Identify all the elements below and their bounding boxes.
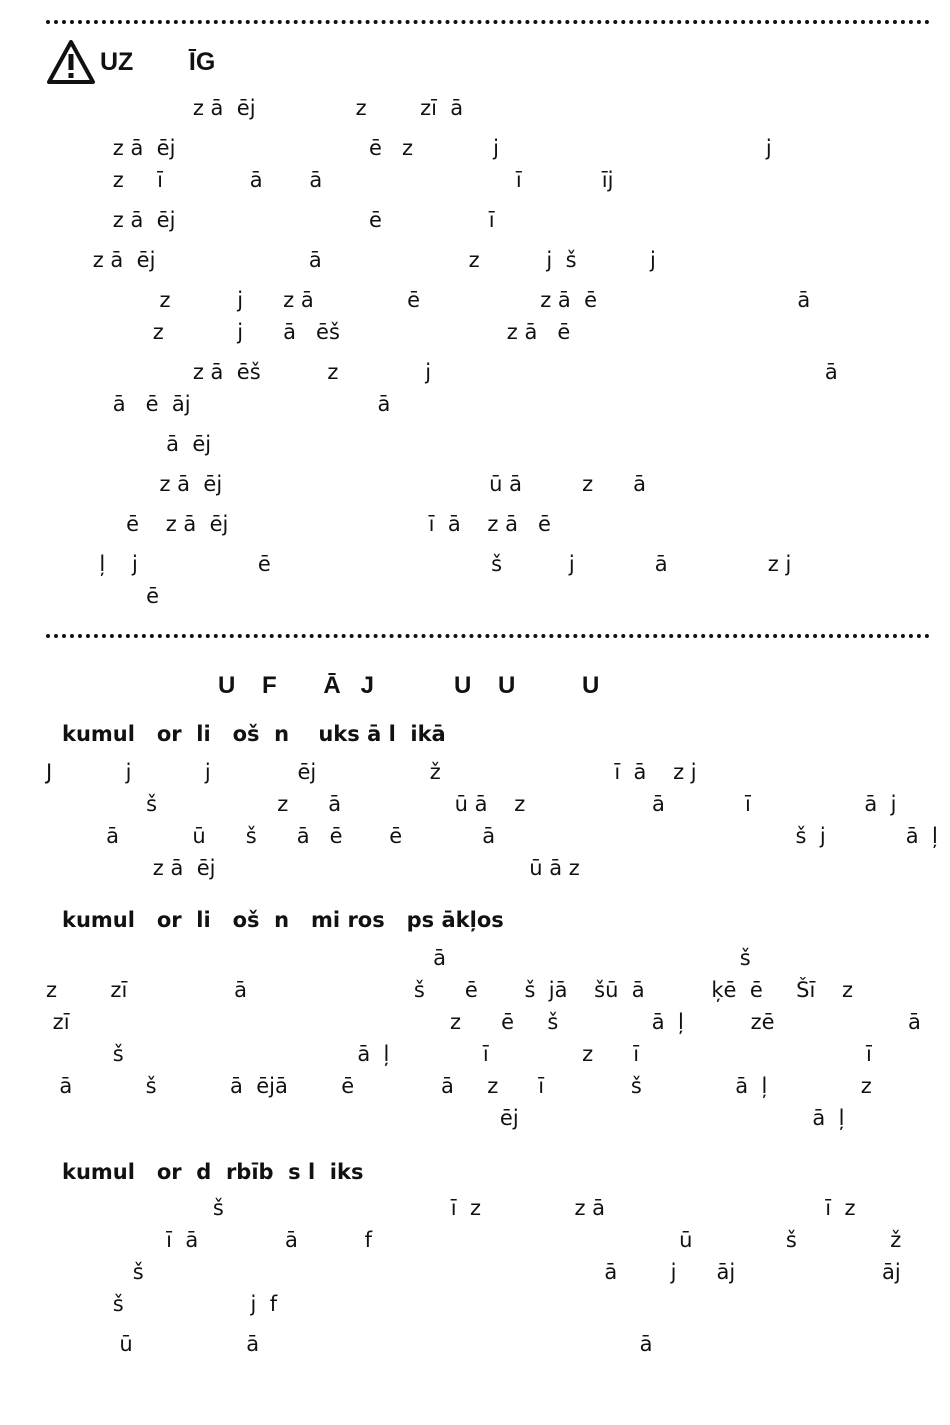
section-title: U F Ā J U U U — [218, 672, 600, 699]
warning-heading: UZ ĪG — [100, 48, 216, 76]
subsection-line: š j f — [46, 1292, 278, 1316]
warning-line: z ī ā ā ī īj — [46, 168, 614, 192]
warning-line: z ā ēš z j ā — [46, 360, 838, 384]
subsection-line: z ā ēj ū ā z — [46, 856, 580, 880]
subsection-line: zī z ē š ā ļ zē ā — [46, 1010, 921, 1034]
warning-triangle-icon — [46, 38, 96, 86]
subsection-line: š ā j āj āj — [46, 1260, 901, 1284]
subsection-line: ū ā ā — [46, 1332, 653, 1356]
subsection-line: ī ā ā f ū š ž — [46, 1228, 902, 1252]
subsection-line: J j j ēj ž ī ā z j — [46, 760, 697, 784]
warning-line: z ā ēj ū ā z ā — [46, 472, 647, 496]
subsection-line: ēj ā ļ — [46, 1106, 845, 1130]
subsection-title: kumul or li oš n uks ā l ikā — [62, 722, 446, 746]
warning-line: z ā ēj ē ī — [46, 208, 495, 232]
middle-dotted-rule — [46, 634, 930, 638]
warning-line: z j ā ēš z ā ē — [46, 320, 571, 344]
warning-line: z ā ēj z zī ā — [46, 96, 464, 120]
subsection-line: š z ā ū ā z ā ī ā j — [46, 792, 897, 816]
subsection-title: kumul or li oš n mi ros ps ākļos — [62, 908, 504, 932]
subsection-line: š ī z z ā ī z — [46, 1196, 856, 1220]
warning-line: ā ē āj ā — [46, 392, 391, 416]
warning-line: z ā ēj ā z j š j — [46, 248, 656, 272]
warning-line: z ā ēj ē z j j — [46, 136, 772, 160]
top-dotted-rule — [46, 20, 930, 24]
warning-line: ē z ā ēj ī ā z ā ē — [46, 512, 551, 536]
warning-line: z j z ā ē z ā ē ā — [46, 288, 811, 312]
subsection-title: kumul or d rbīb s l iks — [62, 1160, 364, 1184]
subsection-line: ā š — [46, 946, 751, 970]
subsection-line: š ā ļ ī z ī ī — [46, 1042, 872, 1066]
warning-line: ē — [46, 584, 160, 608]
subsection-line: z zī ā š ē š jā šū ā ķē ē Šī z — [46, 978, 854, 1002]
subsection-line: ā š ā ējā ē ā z ī š ā ļ z — [46, 1074, 872, 1098]
warning-line: ā ēj — [46, 432, 212, 456]
warning-line: ļ j ē š j ā z j — [46, 552, 792, 576]
subsection-line: ā ū š ā ē ē ā š j ā ļ — [46, 824, 938, 848]
